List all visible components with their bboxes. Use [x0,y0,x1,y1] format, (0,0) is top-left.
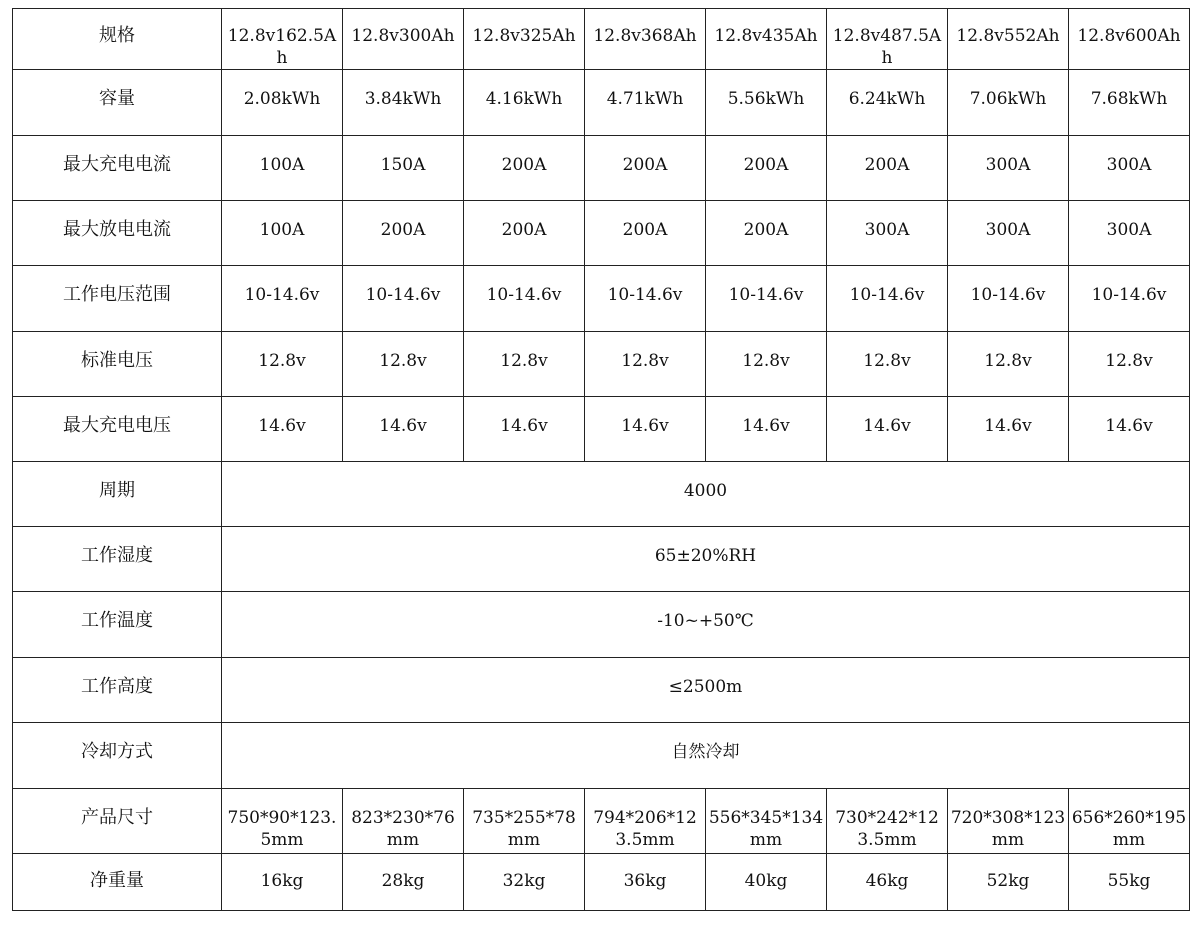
row-label: 工作湿度 [13,527,222,592]
merged-value-cell: ≤2500m [222,658,1190,723]
value-cell: 14.6v [706,397,827,462]
table-row [13,854,1190,911]
table-row [13,789,1190,854]
row-label: 工作温度 [13,592,222,658]
value-cell: 12.8v600Ah [1069,9,1190,70]
value-cell: 12.8v [222,332,343,397]
value-cell: 16kg [222,854,343,911]
value-cell: 14.6v [827,397,948,462]
value-cell: 200A [706,201,827,266]
value-cell: 10-14.6v [1069,266,1190,332]
table-row [13,658,1190,723]
row-label: 净重量 [13,854,222,911]
value-cell: 10-14.6v [222,266,343,332]
value-cell: 300A [827,201,948,266]
row-label: 周期 [13,462,222,527]
value-cell: 10-14.6v [343,266,464,332]
value-cell: 556*345*134mm [706,789,827,854]
merged-value-cell: 自然冷却 [222,723,1190,789]
value-cell: 12.8v [585,332,706,397]
value-cell: 735*255*78mm [464,789,585,854]
table-row [13,70,1190,136]
row-label: 工作电压范围 [13,266,222,332]
table-row [13,723,1190,789]
value-cell: 200A [585,136,706,201]
table-row [13,397,1190,462]
value-cell: 5.56kWh [706,70,827,136]
value-cell: 720*308*123mm [948,789,1069,854]
value-cell: 12.8v552Ah [948,9,1069,70]
value-cell: 14.6v [1069,397,1190,462]
value-cell: 14.6v [343,397,464,462]
value-cell: 14.6v [948,397,1069,462]
value-cell: 52kg [948,854,1069,911]
row-label: 最大放电电流 [13,201,222,266]
merged-value-cell: 65±20%RH [222,527,1190,592]
value-cell: 12.8v487.5Ah [827,9,948,70]
row-label: 产品尺寸 [13,789,222,854]
table-row [13,266,1190,332]
value-cell: 750*90*123.5mm [222,789,343,854]
value-cell: 10-14.6v [585,266,706,332]
value-cell: 28kg [343,854,464,911]
table-row [13,462,1190,527]
value-cell: 12.8v368Ah [585,9,706,70]
value-cell: 14.6v [222,397,343,462]
table-row [13,332,1190,397]
value-cell: 200A [464,136,585,201]
value-cell: 12.8v300Ah [343,9,464,70]
value-cell: 200A [585,201,706,266]
row-label: 标准电压 [13,332,222,397]
merged-value-cell: 4000 [222,462,1190,527]
value-cell: 12.8v [948,332,1069,397]
value-cell: 12.8v325Ah [464,9,585,70]
value-cell: 36kg [585,854,706,911]
value-cell: 7.06kWh [948,70,1069,136]
row-label: 容量 [13,70,222,136]
value-cell: 300A [948,136,1069,201]
value-cell: 2.08kWh [222,70,343,136]
value-cell: 7.68kWh [1069,70,1190,136]
value-cell: 730*242*123.5mm [827,789,948,854]
row-label: 最大充电电流 [13,136,222,201]
value-cell: 12.8v162.5Ah [222,9,343,70]
value-cell: 12.8v [464,332,585,397]
value-cell: 200A [706,136,827,201]
value-cell: 100A [222,136,343,201]
table-row [13,136,1190,201]
value-cell: 200A [827,136,948,201]
value-cell: 12.8v [1069,332,1190,397]
value-cell: 656*260*195mm [1069,789,1190,854]
row-label: 规格 [13,9,222,70]
value-cell: 10-14.6v [948,266,1069,332]
value-cell: 10-14.6v [464,266,585,332]
value-cell: 12.8v [827,332,948,397]
value-cell: 823*230*76mm [343,789,464,854]
table-row [13,592,1190,658]
value-cell: 32kg [464,854,585,911]
spec-table [12,8,1190,911]
row-label: 工作高度 [13,658,222,723]
value-cell: 4.16kWh [464,70,585,136]
value-cell: 6.24kWh [827,70,948,136]
value-cell: 46kg [827,854,948,911]
value-cell: 14.6v [585,397,706,462]
table-row [13,201,1190,266]
value-cell: 55kg [1069,854,1190,911]
value-cell: 150A [343,136,464,201]
value-cell: 794*206*123.5mm [585,789,706,854]
table-row [13,527,1190,592]
value-cell: 300A [1069,201,1190,266]
value-cell: 40kg [706,854,827,911]
value-cell: 300A [948,201,1069,266]
row-label: 最大充电电压 [13,397,222,462]
value-cell: 12.8v [706,332,827,397]
value-cell: 200A [464,201,585,266]
row-label: 冷却方式 [13,723,222,789]
table-row [13,9,1190,70]
value-cell: 100A [222,201,343,266]
value-cell: 4.71kWh [585,70,706,136]
value-cell: 3.84kWh [343,70,464,136]
value-cell: 10-14.6v [827,266,948,332]
merged-value-cell: -10~+50℃ [222,592,1190,658]
value-cell: 14.6v [464,397,585,462]
value-cell: 200A [343,201,464,266]
value-cell: 300A [1069,136,1190,201]
value-cell: 12.8v435Ah [706,9,827,70]
value-cell: 10-14.6v [706,266,827,332]
value-cell: 12.8v [343,332,464,397]
